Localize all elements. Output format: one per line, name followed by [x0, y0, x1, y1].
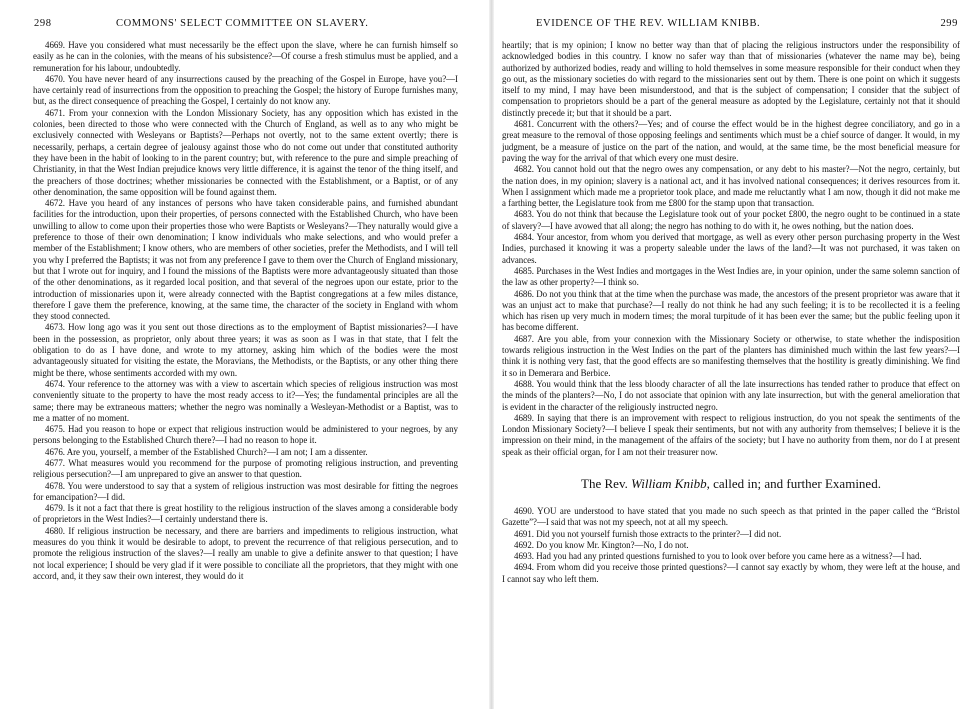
testimony-paragraph: 4688. You would think that the less bloody character of all the late insurrections has tended rather to produce that effect on the minds of the planters?—No, I do not associate that opinion with any late insurrection, but with the general amelioration that is evident in the character of the religiously instructed negro.: [502, 378, 960, 412]
left-running-header: [0, 18, 492, 32]
testimony-paragraph: 4691. Did you not yourself furnish those extracts to the printer?—I did not.: [514, 528, 782, 539]
witness-section-heading: [502, 476, 960, 492]
testimony-paragraph: 4676. Are you, yourself, a member of the Established Church?—I am not; I am a dissenter.: [45, 446, 368, 457]
testimony-paragraph: 4671. From your connexion with the London Missionary Society, has any opposition which has existed in the colonies, been directed to those who were connected with the Church of England, as well as to any who might be exclusively connected with Wesleyans or Baptists?—Perhaps not overtly, not to the same extent overtly; there is necessarily, perhaps, a certain degree of jealousy against those who do not come out under that constituted authority they have been in the habit of looking to in the parent country; but, with reference to the pure and simple preaching of Christianity, in that the West Indian prejudice knows very little difference, it is against the tenor of the thing itself, and the preachers of those doctrines; whether missionaries be connected with the Establishment, or a Baptist, or of any other denomination, the same opposition will be found against them.: [33, 107, 458, 197]
heading-suffix: , called in; and further Examined.: [706, 475, 881, 491]
testimony-paragraph: 4675. Had you reason to hope or expect that religious instruction would be administered to your negroes, by any persons belonging to the Established Church there?—I had no reason to hope it.: [33, 424, 458, 446]
testimony-paragraph: 4682. You cannot hold out that the negro owes any compensation, or any debt to his master?—Not the negro, certainly, but the nation does, in my opinion; slavery is a national act, and it has involved national consequences; it derives resources from it. When I assignment which made me a proprietor took place, and made me reluctantly what I am now, though it did not make me a farthing better, the Legislature took from me £800 for the stamp upon that transaction.: [502, 164, 960, 209]
testimony-paragraph: 4690. YOU are understood to have stated that you made no such speech as that printed in the paper called the “Bristol Gazette”?—I said that was not my speech, not at all my speech.: [502, 505, 960, 528]
left-page-number: 298: [34, 18, 52, 29]
testimony-paragraph: 4677. What measures would you recommend for the purpose of promoting religious instruction, and preventing religious persecution?—I am unprepared to give an answer to that question.: [33, 457, 458, 480]
testimony-paragraph: 4674. Your reference to the attorney was with a view to ascertain which species of religious instruction was most conveniently situate to the property to have the most ready access to it?—Yes; the fundamental principles are all the same; there may be extraneous matters; whether the negro was nominally a Wesleyan-Methodist or a Baptist, was to me a matter of no moment.: [33, 378, 458, 423]
testimony-paragraph: 4670. You have never heard of any insurrections caused by the preaching of the Gospel in Europe, have you?—I have certainly read of insurrections from the opposition to preaching the Gospel; the history of Europe furnishes many, but, as the direct consequence of preaching the Gospel, I certainly do not know any.: [33, 73, 458, 107]
left-running-head: COMMONS' SELECT COMMITTEE ON SLAVERY.: [116, 18, 369, 29]
further-examination: [502, 506, 960, 585]
right-running-head: EVIDENCE OF THE REV. WILLIAM KNIBB.: [536, 18, 761, 29]
testimony-paragraph: 4678. You were understood to say that a system of religious instruction was most desirable for fitting the negroes for emancipation?—I did.: [33, 480, 458, 502]
testimony-paragraph: 4672. Have you heard of any instances of persons who have taken considerable pains, and furnished abundant facilities for the introduction, upon their properties, of persons connected with the Established Church, who have been unwilling to allow to come upon their properties those who were Baptists or Wesleyans?—They naturally would give a preference to those of their own denomination; I know individuals who make selections, and who would prefer a member of the Establishment; I know others, who are members of other societies, prefer the Methodists, and I will tell you why I preferred the Baptists; it was not from any preference I gave to them over the Church of England missionary, but that I wrote out for inquiry, and I found the missions of the Baptists were more advantageously situated than those of the other denominations, as it regarded local position, and that several of the negroes upon our estate, prior to the introduction of missionaries upon it, were already connected with the Baptist congregations at a few miles distance, therefore I gave them the preference, knowing, at the same time, the character of the society in England with whom they stood connected.: [33, 198, 458, 322]
testimony-paragraph: 4680. If religious instruction be necessary, and there are barriers and impediments to religious instruction, what measures do you think it would be desirable to adopt, to prevent the recurrence of that religious persecution, and to promote the religious instruction of the slaves?—I really am unable to give a definite answer to that question; I have not local experience; I should be very glad if it were possible to conciliate all the proprietors, that they might with one accord, and, it they saw their own interest, they would do it: [33, 525, 458, 581]
testimony-paragraph: 4686. Do not you think that at the time when the purchase was made, the ancestors of the present proprietor was aware that it was an unjust act to make that purchase?—I really do not think he had any such feeling; it is to be recollected it is a feeling which has risen up very much in modern times; the moral turpitude of it has been ever the same; but the public feeling upon it has become different.: [502, 288, 960, 333]
testimony-paragraph: 4692. Do you know Mr. Kington?—No, I do not.: [514, 539, 689, 550]
testimony-paragraph: 4684. Your ancestor, from whom you derived that mortgage, as well as every other person purchasing property in the West Indies, purchased it knowing it was a property saleable under the laws of the land?—It was not purchased, it was taken on advances.: [502, 232, 960, 265]
testimony-paragraph: heartily; that is my opinion; I know no better way than that of placing the religious instructors under the responsibility of acknowledged bodies in this country. I know no safer way than that of missionaries (whatever the name may be), being authorized by authorized bodies, ready and willing to hold themselves in some measure responsible for their conduct when they go out, as the missionary societies do with regard to the missionaries sent out by them. There is one point on which it suggests itself to my mind, I may have been misunderstood, and that is the subject of compensation; I consider that the subject of compensation to proprietors should be a part of the general measure as adopted by the Legislature, certainly not that it should distinctly precede it; but that it should be a part.: [502, 40, 960, 118]
right-running-header: [492, 18, 980, 32]
testimony-paragraph: 4673. How long ago was it you sent out those directions as to the employment of Baptist missionaries?—I have been in the possession, as proprietor, only about three years; it was as soon as I was in that state, that I felt the obligation to do as I have done, and wrote to my attorney, asking him which of the bodies were the most advantageously situated for visiting the estate, the Moravians, the Methodists, or the Baptists, or any other thing there might be there, whose sentiments accorded with my own.: [33, 322, 458, 378]
witness-name: William Knibb: [631, 475, 707, 491]
testimony-paragraph: 4685. Purchases in the West Indies and mortgages in the West Indies are, in your opinion, under the same solemn sanction of the law as other property?—I think so.: [502, 265, 960, 288]
testimony-paragraph: 4693. Had you had any printed questions furnished to you to look over before you came here as a witness?—I had.: [514, 551, 922, 562]
right-page: [492, 0, 980, 709]
testimony-paragraph: 4681. Concurrent with the others?—Yes; and of course the effect would be in the highest degree conciliatory, and go in a great measure to the removal of those opposing feelings and sentiments which must be a chief source of danger. It would, in my judgment, be a measure of justice on the part of the nation, and would, at the same time, be the most beneficial measure for paving the way for the arrival of that which every one must desire.: [502, 119, 960, 163]
testimony-paragraph: 4689. In saying that there is an improvement with respect to religious instruction, do you not speak the sentiments of the London Missionary Society?—I believe I speak their sentiments, but not with any authority from themselves; I believe it is the impression on their mind, in the management of the affairs of the society; but I have no authority from them, nor do I at present speak as their official organ, for I am not their treasurer now.: [502, 412, 960, 457]
right-page-number: 299: [940, 18, 958, 29]
testimony-paragraph: 4669. Have you considered what must necessarily be the effect upon the slave, where he can furnish himself so easily as he can in the colonies, with the means of his subsistence?—Of course a fresh stimulus must be applied, and a remuneration for his labour, undoubtedly.: [33, 40, 458, 73]
testimony-paragraph: 4679. Is it not a fact that there is great hostility to the religious instruction of the slaves among a considerable body of proprietors in the West Indies?—I certainly understand there is.: [33, 503, 458, 525]
heading-prefix: The Rev.: [581, 475, 628, 491]
testimony-paragraph: 4694. From whom did you receive those printed questions?—I cannot say exactly by whom, they were left at the house, and I cannot say who left them.: [502, 562, 960, 584]
left-page-body: [33, 40, 458, 582]
testimony-paragraph: 4687. Are you able, from your connexion with the Missionary Society or otherwise, to state whether the indisposition towards religious instruction in the West Indies on the part of the planters has diminished much within the last few years?—I think it is nothing very fast, that the good effects are so manifesting themselves that the hostility is greatly diminishing. We find it so in Demerara and Berbice.: [502, 333, 960, 378]
testimony-paragraph: 4683. You do not think that because the Legislature took out of your pocket £800, the negro ought to be continued in a state of slavery?—I have avowed that all along; the negro has nothing to do with it, he owes nothing, but the nation does.: [502, 209, 960, 231]
right-page-body: [502, 40, 960, 585]
